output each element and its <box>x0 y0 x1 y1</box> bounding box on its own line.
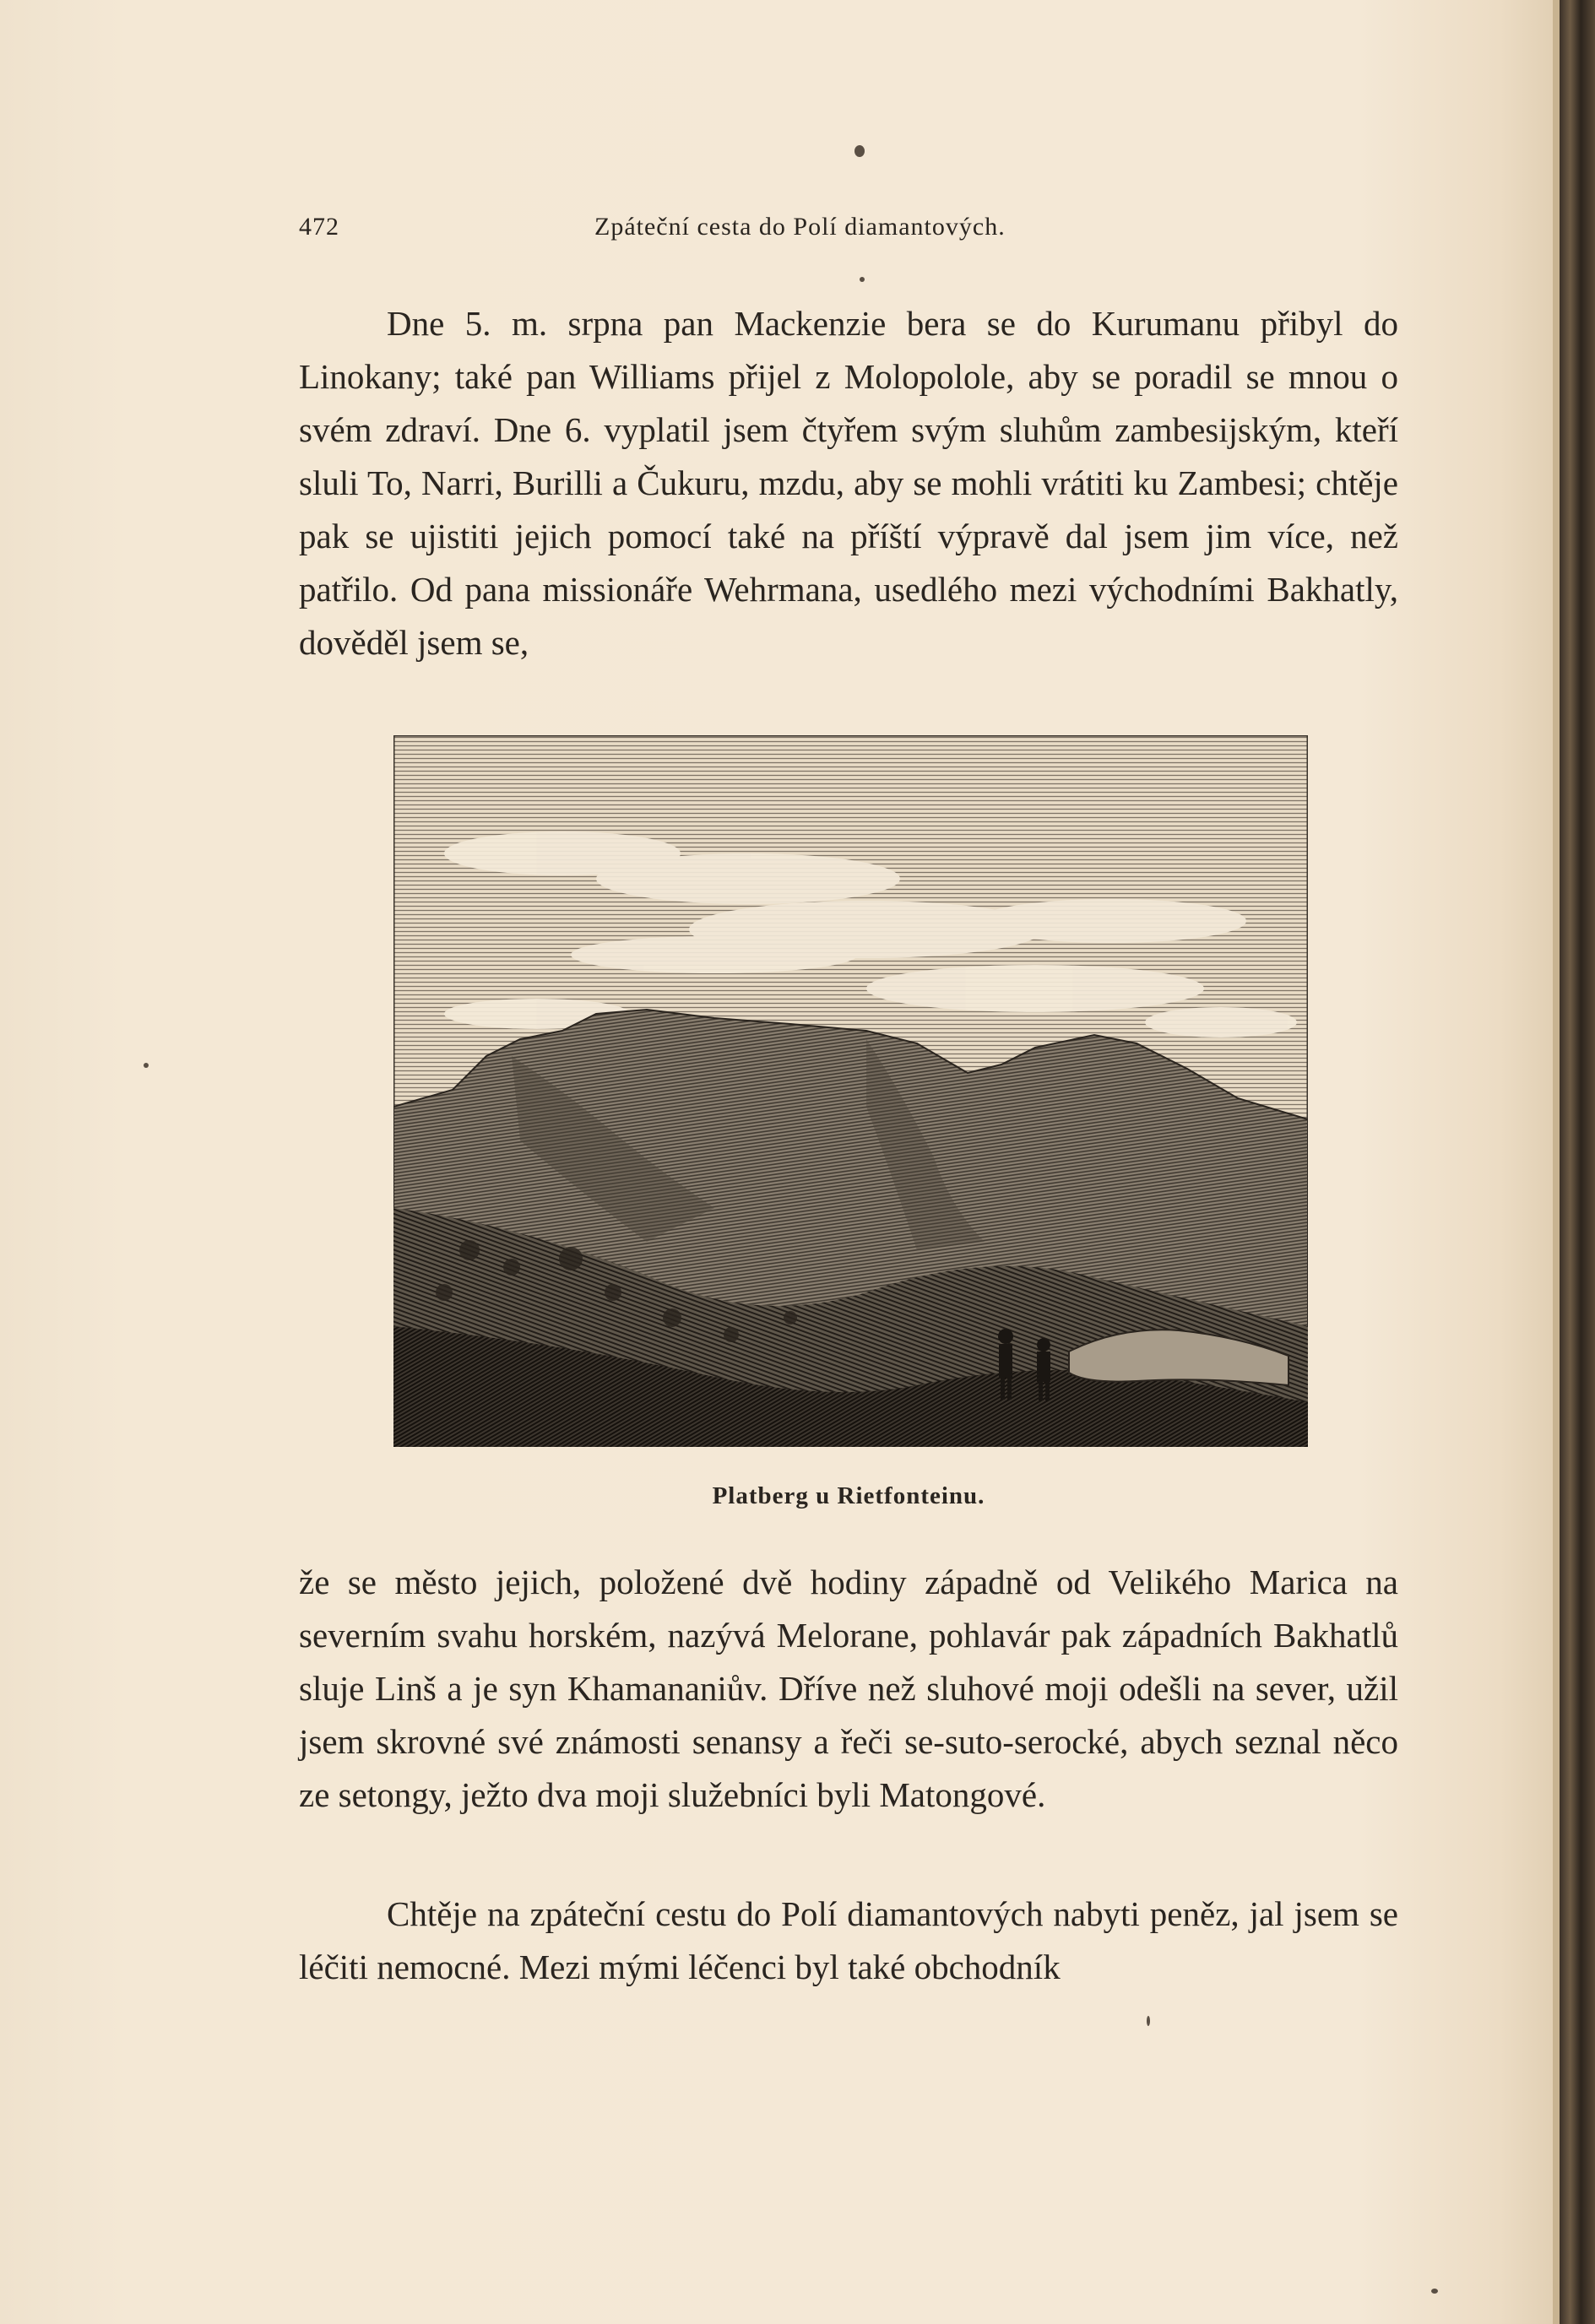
ink-speck <box>1431 2289 1438 2294</box>
ink-speck <box>1147 2016 1150 2026</box>
ink-speck <box>854 145 865 157</box>
book-binding-edge <box>1560 0 1595 2324</box>
running-title: Zpáteční cesta do Polí diamantových. <box>594 213 1006 241</box>
page-number: 472 <box>299 213 339 241</box>
engraving-image <box>393 735 1308 1447</box>
ink-speck <box>860 277 865 282</box>
paragraph: Chtěje na zpáteční cestu do Polí diamantových nabyti peněz, jal jsem se léčiti nemocné. Mezi mými léčenci byl také obchodník <box>299 1894 1398 1986</box>
engraving-illustration <box>393 735 1308 1447</box>
paragraph: Dne 5. m. srpna pan Mackenzie bera se do Kurumanu přibyl do Linokany; také pan Williams přijel z Molopolole, aby se poradil se mnou o svém zdraví. Dne 6. vyplatil jsem čtyřem svým sluhům zambesijským, kteří sluli To, Narri, Burilli a Čukuru, mzdu, aby se mohli vrátiti ku Zambesi; chtěje pak se ujistiti jejich pomocí také na příští výpravě dal jsem jim více, než patřilo. Od pana missionáře Wehrmana, usedlého mezi východními Bakhatly, dověděl jsem se, <box>299 304 1398 662</box>
figure-caption: Platberg u Rietfonteinu. <box>712 1482 985 1509</box>
ink-speck <box>144 1063 149 1068</box>
page-edge <box>1553 0 1560 2324</box>
paragraph: že se město jejich, položené dvě hodiny západně od Velikého Marica na severním svahu horském, nazývá Melorane, pohlavár pak západních Bakhatlů sluje Linš a je syn Khamananiův. Dříve než sluhové moji odešli na sever, užil jsem skrovné své známosti senansy a řeči se-suto-serocké, abych seznal něco ze setongy, ježto dva moji služebníci byli Matongové. <box>299 1563 1398 1814</box>
running-header <box>299 213 1397 246</box>
